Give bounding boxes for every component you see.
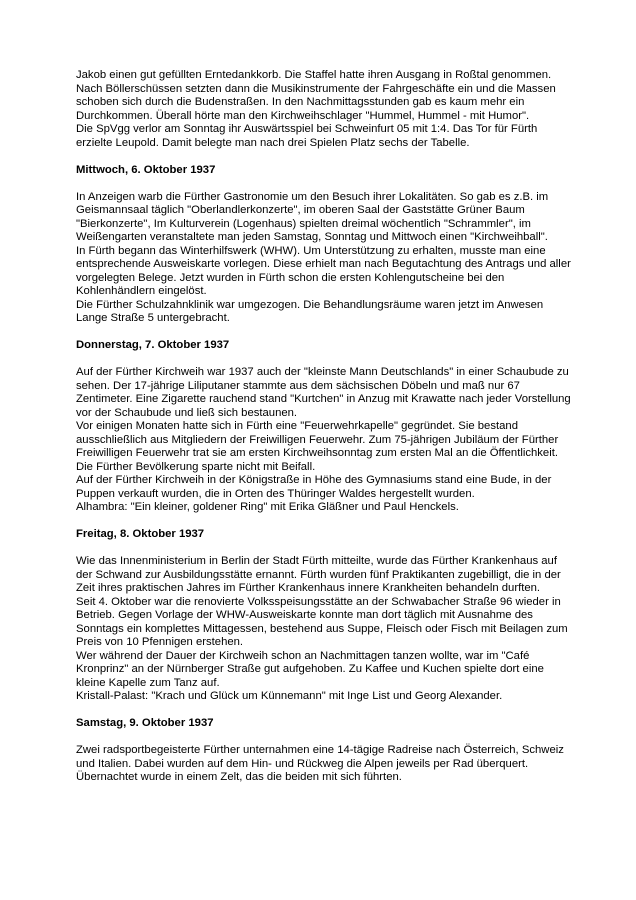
paragraph: Die Fürther Schulzahnklinik war umgezogen. Die Behandlungsräume waren jetzt im Anwesen Lange Straße 5 untergebracht.: [76, 298, 544, 324]
section-heading: Freitag, 8. Oktober 1937: [76, 528, 205, 540]
section-heading: Mittwoch, 6. Oktober 1937: [76, 163, 216, 176]
paragraph: Wer während der Dauer der Kirchweih schon an Nachmittagen tanzen wollte, war im "Café Kronprinz" an der Nürnberger Straße gut aufgehoben. Zu Kaffee und Kuchen spielte dort eine kleine Kapelle zum Tanz auf.: [76, 649, 544, 689]
section-body: [76, 555, 572, 704]
section-heading: Samstag, 9. Oktober 1937: [76, 717, 214, 729]
paragraph: Die SpVgg verlor am Sonntag ihr Auswärtsspiel bei Schweinfurt 05 mit 1:4. Das Tor für Fürth erzielte Leupold. Damit belegte man nach drei Spielen Platz sechs der Tabelle.: [76, 123, 538, 149]
section-body: [76, 744, 572, 785]
section-intro: [76, 69, 572, 150]
section-heading: Donnerstag, 7. Oktober 1937: [76, 339, 230, 351]
paragraph: Kristall-Palast: "Krach und Glück um Künnemann" mit Inge List und Georg Alexander.: [76, 690, 503, 702]
paragraph: Auf der Fürther Kirchweih in der Königstraße in Höhe des Gymnasiums stand eine Bude, in der Puppen verkauft wurden, die in Orten des Thüringer Waldes hergestellt wurden.: [76, 474, 552, 500]
paragraph: Auf der Fürther Kirchweih war 1937 auch der "kleinste Mann Deutschlands" in einer Schaubude zu sehen. Der 17-jährige Liliputaner stammte aus dem sächsischen Döbeln und maß nur 67 Zentimeter. Eine Zigarette rauchend stand "Kurtchen" in Anzug mit Krawatte nach jeder Vorstellung vor der Schaubude und ließ sich bestaunen.: [76, 366, 571, 419]
paragraph: Wie das Innenministerium in Berlin der Stadt Fürth mitteilte, wurde das Fürther Krankenhaus auf der Schwand zur Ausbildungsstätte ernannt. Fürth wurden fünf Praktikanten zugebilligt, die in der Zeit ihres praktischen Jahres im Fürther Krankenhaus innere Krankheiten behandeln durften.: [76, 555, 561, 594]
paragraph: Jakob einen gut gefüllten Erntedankkorb. Die Staffel hatte ihren Ausgang in Roßtal genommen. Nach Böllerschüssen setzten dann die Musikinstrumente der Fahrgeschäfte ein und die Massen schoben sich durch die Budenstraßen. In den Nachmittagsstunden gab es kaum mehr ein Durchkommen. Überall hörte man den Kirchweihschlager "Hummel, Hummel - mit Humor".: [76, 69, 556, 122]
paragraph: Zwei radsportbegeisterte Fürther unternahmen eine 14-tägige Radreise nach Österreich, Schweiz und Italien. Dabei wurden auf dem Hin- und Rückweg die Alpen jeweils per Rad überquert. Übernachtet wurde in einem Zelt, das die beiden mit sich führten.: [76, 744, 564, 783]
paragraph: Seit 4. Oktober war die renovierte Volksspeisungsstätte an der Schwabacher Straße 96 wieder in Betrieb. Gegen Vorlage der WHW-Ausweiskarte konnte man dort täglich mit Ausnahme des Sonntags ein komplettes Mittagessen, bestehend aus Suppe, Fleisch oder Fisch mit Beilagen zum Preis von 10 Pfennigen erstehen.: [76, 595, 568, 648]
paragraph: In Anzeigen warb die Fürther Gastronomie um den Besuch ihrer Lokalitäten. So gab es z.B. im Geismannsaal täglich "Oberlandlerkonzerte", im oberen Saal der Gaststätte Grüner Baum "Bierkonzerte", Im Kulturverein (Logenhaus) spielten dreimal wöchentlich "Schrammler", im Weißengarten veranstaltete man jeden Samstag, Sonntag und Mittwoch einen "Kirchweihball".: [76, 190, 549, 243]
paragraph: Alhambra: "Ein kleiner, goldener Ring" mit Erika Gläßner und Paul Henckels.: [76, 501, 459, 513]
section-body: [76, 191, 572, 326]
paragraph: In Fürth begann das Winterhilfswerk (WHW). Um Unterstützung zu erhalten, musste man eine entsprechende Ausweiskarte vorlegen. Diese erhielt man nach Begutachtung des Antrags und aller vorgelegten Belege. Jetzt wurden in Fürth schon die ersten Kohlengutscheine bei den Kohlenhändlern eingelöst.: [76, 244, 571, 297]
document-page: [76, 69, 572, 798]
paragraph: Vor einigen Monaten hatte sich in Fürth eine "Feuerwehrkapelle" gegründet. Sie bestand ausschließlich aus Mitgliedern der Freiwilligen Feuerwehr. Zum 75-jährigen Jubiläum der Fürther Freiwilligen Feuerwehr trat sie am ersten Kirchweihsonntag zum ersten Mal an die Öffentlichkeit. Die Fürther Bevölkerung sparte nicht mit Beifall.: [76, 420, 559, 473]
section-body: [76, 366, 572, 515]
